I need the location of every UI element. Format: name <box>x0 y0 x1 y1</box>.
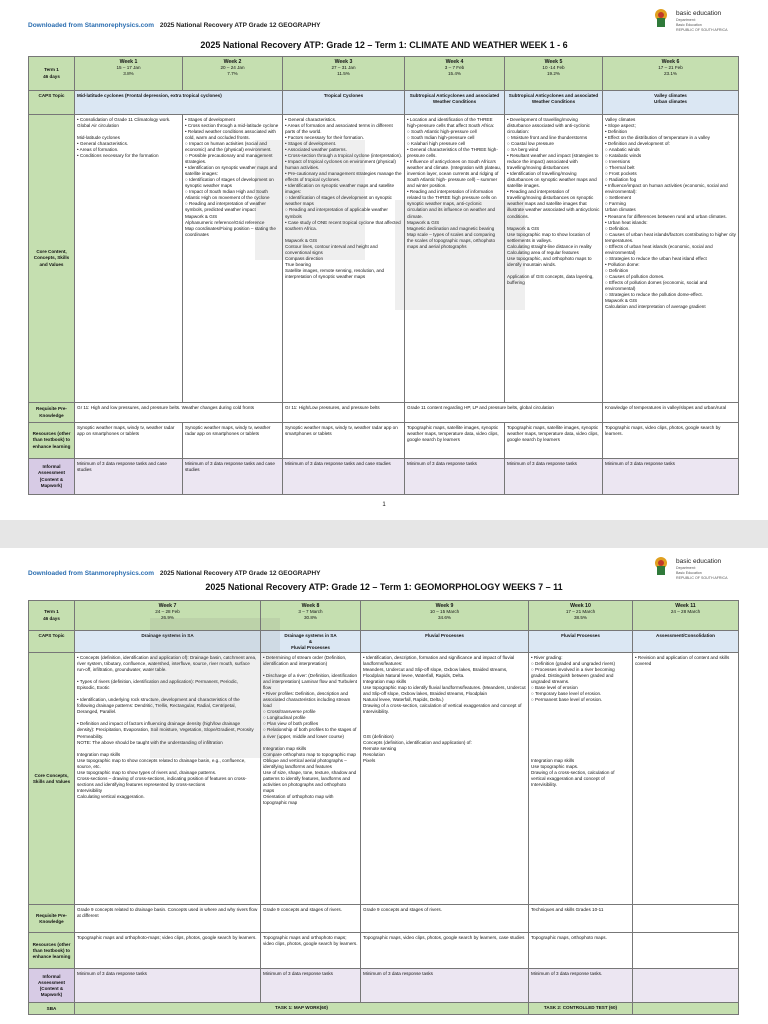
caps-topic: Drainage systems in SA & Fluvial Processes <box>261 631 361 653</box>
logo-line-1: basic education <box>676 558 722 565</box>
resources-label: Resources (other than textbook) to enhance learning <box>29 933 75 969</box>
week-header <box>603 57 739 91</box>
coat-of-arms-icon <box>650 554 672 578</box>
week-label: Week 5 <box>544 58 563 65</box>
resources-cell: Topographic maps, orthophoto maps. <box>529 933 633 969</box>
informal-row <box>29 969 739 1003</box>
core-cell: • General characteristics. • Areas of formation and associated terms in different parts of the world. • Factors necessary for their formation. • Stages of development. • Associated weather patterns. • Cross-section through a tropical cyclone (interpretation). • Impact of tropical cyclones on environment (physical) human activities. • Pre-cautionary and management strategies manage the effects of tropical cyclones. • Identification on synoptic weather maps and satellite images: ○ Identification of stages of development on synoptic weather maps ○ Reading and interpretation of applicable weather symbols • Case study of ONE recent tropical cyclone that affected southern Africa. Mapwork & GIS Contour lines, contour interval and height and conventional signs Compass direction True bearing Satellite images, remote sensing, resolution, and interpretation of synoptic weather maps <box>283 115 405 403</box>
informal-row <box>29 459 739 495</box>
informal-cell: Minimum of 3 data response tasks <box>261 969 361 1003</box>
sba-empty <box>633 1003 739 1015</box>
week-percent: 15.4% <box>447 71 462 77</box>
week-label: Week 1 <box>119 58 138 65</box>
page-number: 1 <box>382 502 386 508</box>
requisite-cell: Grade 9 concepts and stages of rivers. <box>361 905 529 933</box>
informal-cell: Minimum of 3 data response tasks <box>361 969 529 1003</box>
atp-table-geomorphology <box>28 600 739 1015</box>
week-label: Week 8 <box>301 602 320 609</box>
informal-label: Informal Assessment (Content & Mapwork) <box>29 459 75 495</box>
week-percent: 11.5% <box>337 71 350 77</box>
logo-line-1: basic education <box>676 10 722 17</box>
core-cell: • Stages of development • Cross section through a mid-latitude cyclone • Related weather conditions associated with cold, warm and occluded fronts. ○ Impact on human activities (social and economic) and the (physical) environment. ○ Possible precautionary and management strategies. • Identification on synoptic weather maps and satellite images: ○ Identification of stages of development on synoptic weather maps ○ Impact of South Indian High and South Atlantic High on movement of the cyclone ○ Reading and interpretation of weather symbols, predicted weather impact Mapwork & GIS Alphanumeric reference/Grid reference Map coordinates/Fixing position – stating the coordinates <box>183 115 283 403</box>
header-left <box>28 22 321 29</box>
caps-topic: Valley climates Urban climates <box>603 91 739 115</box>
watermark-image <box>150 618 280 758</box>
week-header <box>75 57 183 91</box>
page-2 <box>0 548 768 1024</box>
requisite-cell: Gr 11: High/Low pressures, and pressure belts <box>283 403 405 423</box>
page-title: 2025 National Recovery ATP: Grade 12 – Term 1: GEOMORPHOLOGY WEEKS 7 – 11 <box>205 582 563 592</box>
week-header <box>529 601 633 631</box>
week-dates: 20 – 24 Jan <box>220 65 245 71</box>
informal-cell: Minimum of 3 data response tasks <box>603 459 739 495</box>
resources-cell: Synoptic weather maps, windy tv, weather radar app on smartphones or tablets <box>283 423 405 459</box>
caps-label: CAPS Topic <box>29 631 75 653</box>
week-dates: 17 – 21 March <box>565 609 596 615</box>
requisite-cell: Knowledge of temperatures in valley/slopes and urban/rural <box>603 403 739 423</box>
week-dates: 27 – 31 Jan <box>331 65 356 71</box>
atp-table-climate <box>28 56 739 495</box>
week-dates: 24 – 28 Feb <box>155 609 180 615</box>
week-percent: 26.9% <box>160 615 175 621</box>
page-title: 2025 National Recovery ATP: Grade 12 – Term 1: CLIMATE AND WEATHER WEEK 1 - 6 <box>200 40 568 50</box>
informal-cell: Minimum of 3 data response tasks <box>75 969 261 1003</box>
week-dates: 3 – 7 March <box>298 609 323 615</box>
caps-topic: Tropical Cyclones <box>283 91 405 115</box>
caps-topic: Subtropical Anticyclones and associated Weather Conditions <box>405 91 505 115</box>
week-header <box>361 601 529 631</box>
term-cell: Term 1 46 days <box>29 601 75 631</box>
core-cell: • Identification, description, formation and significance and impact of fluvial landforms/features: Meanders, Undercut and Slip-off slope, Oxbow lakes, Braided streams, Floodplain Natural levee, Waterfall, Rapids, Delta. Integration map skills Use topographic map to identify fluvial landforms/features. (Meanders, Undercut and Slip-off slope, Oxbow lakes, Braided streams, Floodplain Natural levee, Waterfall, Rapids, Delta.) Drawing of a cross-section, calculation of vertical exaggeration and concept of Intervisibility. GIS (definition) Concepts (definition, identification and application) of: Remote sensing Resolution Pixels <box>361 653 529 905</box>
caps-topic: Fluvial Processes <box>529 631 633 653</box>
core-label: Core Concepts, Skills and Values <box>29 653 75 905</box>
week-header <box>505 57 603 91</box>
watermark-image <box>255 140 365 260</box>
informal-cell: Minimum of 3 data response tasks <box>505 459 603 495</box>
core-cell: • Location and identification of the THREE high-pressure cells that affect South Africa: ○ South Atlantic high-pressure cell ○ South Indian high-pressure cell ○ Kalahari high pressure cell • General characteristics of the THREE high-pressure cells. • Influence of anticyclones on South Africa's weather and climate. (Integration with plateau, inversion layer, ocean currents and ridging of South Atlantic high- pressure cell) – summer and winter position. • Reading and interpretation of information related to the THREE high pressure cells on synoptic weather maps, anti-cyclonic circulation and its influence on weather and climate. Mapwork & GIS Magnetic declination and magnetic bearing Map scale – types of scales and comparing the scales of topographic maps, orthophoto maps and aerial photographs <box>405 115 505 403</box>
watermark-image <box>395 200 525 310</box>
requisite-cell: Gr 11: High and low pressures, and pressure belts. Weather changes during cold fronts <box>75 403 283 423</box>
resources-cell: Topographic maps, satellite images, synoptic weather maps, temperature data, video clips, google search by learners <box>505 423 603 459</box>
resources-cell: Synoptic weather maps, windy tv, weather radar app on smartphones or tablets <box>183 423 283 459</box>
coat-of-arms-icon <box>650 6 672 30</box>
sba-task: TASK 2: CONTROLLED TEST (60) <box>529 1003 633 1015</box>
core-cell: Valley climates • Slope aspect; • Definition • Effect on the distribution of temperature in a valley • Definition and development of: ○ Anabatic winds ○ Katabatic winds ○ Inversions ○ Thermal belt ○ Frost pockets ○ Radiation fog • Influence/impact on human activities (economic, social and environmental): ○ Settlement ○ Farming Urban climates • Reasons for differences between rural and urban climates. • Urban heat islands: ○ Definition. ○ Causes of urban heat islands/factors contributing to higher city temperatures. ○ Effects of urban heat islands (economic, social and environmental) ○ Strategies to reduce the urban heat island effect • Pollution dome: ○ Definition ○ Causes of pollution domes. ○ Effects of pollution domes (economic, social and environmental) ○ Strategies to reduce the pollution dome-effect. Mapwork & GIS Calculation and interpretation of average gradient <box>603 115 739 403</box>
informal-cell <box>633 969 739 1003</box>
caps-topic: Mid-latitude cyclones (Frontal depression, extra tropical cyclones) <box>75 91 283 115</box>
logo-line-4: REPUBLIC OF SOUTH AFRICA <box>676 576 728 580</box>
caps-row <box>29 631 739 653</box>
core-cell: • Revision and application of content and skills covered <box>633 653 739 905</box>
week-percent: 3.8% <box>123 71 134 77</box>
resources-row <box>29 423 739 459</box>
week-label: Week 3 <box>334 58 353 65</box>
week-label: Week 11 <box>675 602 696 609</box>
requisite-row <box>29 905 739 933</box>
header-watermark: Downloaded from Stanmorephysics.com <box>28 570 155 577</box>
header-text: 2025 National Recovery ATP Grade 12 GEOGRAPHY <box>159 570 321 577</box>
resources-cell: Synoptic weather maps, windy tv, weather radar app on smartphones or tablets <box>75 423 183 459</box>
core-row <box>29 653 739 905</box>
caps-topic: Subtropical Anticyclones and associated Weather Conditions <box>505 91 603 115</box>
week-header <box>405 57 505 91</box>
informal-cell: Minimum of 3 data response tasks and case studies <box>75 459 183 495</box>
resources-row <box>29 933 739 969</box>
weeks-row <box>29 57 739 91</box>
requisite-label: Requisite Pre-Knowledge <box>29 403 75 423</box>
logo-line-3: Basic Education <box>676 571 702 575</box>
requisite-cell: Techniques and skills Grades 10-11 <box>529 905 633 933</box>
requisite-cell: Grade 11 content regarding HP, LP and pressure belts, global circulation <box>405 403 603 423</box>
sba-task: TASK 1: MAP WORK(60) <box>75 1003 529 1015</box>
week-dates: 24 – 28 March <box>670 609 701 615</box>
caps-row <box>29 91 739 115</box>
logo-line-2: Department: <box>676 18 696 22</box>
requisite-cell <box>633 905 739 933</box>
caps-topic: Fluvial Processes <box>361 631 529 653</box>
week-dates: 17 – 21 Feb <box>658 65 683 71</box>
week-header <box>283 57 405 91</box>
logo-line-2: Department: <box>676 566 696 570</box>
week-label: Week 4 <box>445 58 464 65</box>
core-cell: • Consolidation of Grade 11 Climatology work. Global Air circulation Mid-latitude cyclones • General characteristics. • Areas of formation. • Conditions necessary for the formation <box>75 115 183 403</box>
weeks-row <box>29 601 739 631</box>
week-label: Week 7 <box>158 602 177 609</box>
resources-cell: Topographic maps, satellite images, synoptic weather maps, temperature data, video clips, google search by learners <box>405 423 505 459</box>
core-label: Core Content, Concepts, Skills and Values <box>29 115 75 403</box>
week-percent: 38.5% <box>573 615 588 621</box>
week-dates: 10 – 15 March <box>429 609 460 615</box>
dbe-logo <box>650 554 750 584</box>
week-percent: 19.2% <box>546 71 561 77</box>
core-row <box>29 115 739 403</box>
resources-cell <box>633 933 739 969</box>
requisite-label: Requisite Pre-Knowledge <box>29 905 75 933</box>
core-cell: • Development of travelling/moving disturbance associated with anti-cyclonic circulation: ○ Moisture front and line thunderstorms ○ Coastal low pressure ○ SA berg wind • Resultant weather and impact (strategies to reduce the impact) associated with travelling/moving disturbances • Identification of travelling/moving disturbances on synoptic weather maps and satellite images. • Reading and interpretation of travelling/moving disturbances on synoptic weather maps and satellite images that illustrate weather associated with anticyclonic conditions. Mapwork & GIS Use topographic map to show location of settlements in valleys. Calculating straight-line distance in reality Calculating area of regular features Use topographic, and orthophoto maps to identify mountain winds. Application of GIS concepts, data layering, buffering <box>505 115 603 403</box>
resources-cell: Topographic maps and orthophoto-maps; video clips, photos, google search by learners. <box>75 933 261 969</box>
requisite-cell: Grade 9 concepts and stages of rivers. <box>261 905 361 933</box>
resources-cell: Topographic maps, video clips, photos, google search by learners. <box>603 423 739 459</box>
header-watermark: Downloaded from Stanmorephysics.com <box>28 22 155 29</box>
requisite-row <box>29 403 739 423</box>
term-cell: Term 1 46 days <box>29 57 75 91</box>
week-dates: 15 – 17 Jan <box>116 65 141 71</box>
informal-cell: Minimum of 3 data response tasks and case studies <box>183 459 283 495</box>
core-cell: • Determining of stream order (Definition, identification and interpretation) • Discharge of a river: (Definition, identification and interpretation) Laminar flow and Turbulent flow • River profiles: Definition, description and associated characteristics including stream load ○ Cross/transverse profile ○ Longitudinal profile ○ Plan view of both profiles ○ Relationship of both profiles to the stages of a river (upper, middle and lower course) Integration map skills Compare orthophoto map to topographic map Oblique and vertical aerial photographs – identifying landforms and features Use of size, shape, tone, texture, shadow and patterns to identify features, landforms and activities on photographs and orthophoto maps Orientation of orthophoto map with topographic map <box>261 653 361 905</box>
week-header <box>183 57 283 91</box>
requisite-cell: Grade 9 concepts related to drainage basin. Concepts used in where and why rivers flow at different <box>75 905 261 933</box>
week-header <box>633 601 739 631</box>
week-dates: 3 – 7 Feb <box>444 65 465 71</box>
sba-label: SBA <box>29 1003 75 1015</box>
week-label: Week 2 <box>223 58 242 65</box>
page-gap <box>0 520 768 548</box>
week-label: Week 9 <box>435 602 454 609</box>
header-text: 2025 National Recovery ATP Grade 12 GEOGRAPHY <box>159 22 321 29</box>
week-percent: 34.6% <box>437 615 452 621</box>
week-percent: 30.8% <box>303 615 318 621</box>
logo-line-3: Basic Education <box>676 23 702 27</box>
caps-topic: Assessment/Consolidation <box>633 631 739 653</box>
caps-topic: Drainage systems in SA <box>75 631 261 653</box>
week-label: Week 6 <box>661 58 680 65</box>
informal-label: Informal Assessment (Content & Mapwork) <box>29 969 75 1003</box>
dbe-logo <box>650 6 750 36</box>
caps-label: CAPS Topic <box>29 91 75 115</box>
informal-cell: Minimum of 3 data response tasks and case studies <box>283 459 405 495</box>
week-percent: 7.7% <box>227 71 238 77</box>
core-cell: • River grading: ○ Definition (graded and ungraded rivers) ○ Processes involved in a river becoming graded. Distinguish between graded and ungraded streams. ○ Base level of erosion ○ Temporary base level of erosion. ○ Permanent base level of erosion. Integration map skills Use topographic maps. Drawing of a cross-section, calculation of vertical exaggeration and concept of Intervisibility. <box>529 653 633 905</box>
informal-cell: Minimum of 3 data response tasks <box>405 459 505 495</box>
week-dates: 10 -14 Feb <box>542 65 565 71</box>
logo-line-4: REPUBLIC OF SOUTH AFRICA <box>676 28 728 32</box>
resources-cell: Topographic maps, video clips, photos, google search by learners, case studies <box>361 933 529 969</box>
resources-label: Resources (other than textbook) to enhance learning <box>29 423 75 459</box>
header-left <box>28 570 321 577</box>
resources-cell: Topographic maps and orthophoto maps; video clips, photos, google search by learners. <box>261 933 361 969</box>
core-cell: • Concepts (definition, identification and application of): Drainage basin, catchment area, river system, tributary, confluence, watershed, interfluve, source, river mouth, surface run-off, infiltration, groundwater, water table. • Types of rivers (definition, identification and application): Permanent, Periodic, Episodic, Exotic • Identification, underlying rock structure, development and characteristics of the following drainage patterns: Dendritic, Trellis, Rectangular, Radial, Centripetal, Deranged, Parallel. • Definition and impact of factors influencing drainage density (high/low drainage density): Precipitation, Evaporation, Soil moisture, Vegetation, Slope/Gradient, Porosity Permeability. NOTE: The above should be taught with the understanding of infiltration Integration map skills Use topographic map to show concepts related to drainage basin, e.g., confluence, source, etc. Use topographic map to show types of rivers and, drainage patterns. Cross-sections – drawing of cross-sections, indicating position of features on cross-sections and identifying features represented by cross-sections Intervisibility Calculating vertical exaggeration. <box>75 653 261 905</box>
week-label: Week 10 <box>570 602 591 609</box>
week-percent: 23.1% <box>663 71 678 77</box>
sba-row <box>29 1003 739 1015</box>
informal-cell: Minimum of 3 data response tasks. <box>529 969 633 1003</box>
